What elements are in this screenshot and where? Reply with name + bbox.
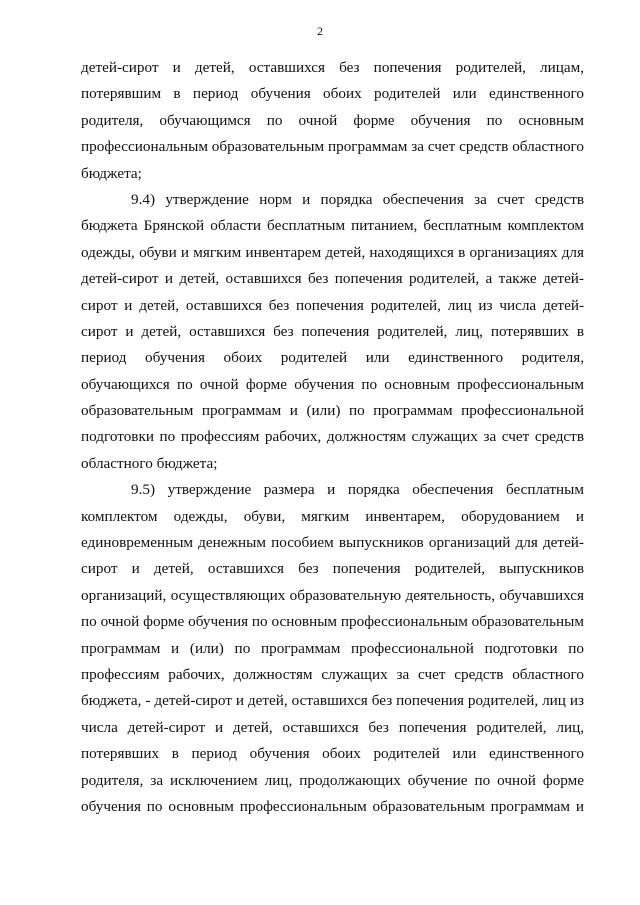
- page-number: 2: [317, 24, 323, 38]
- text-line: 9.4) утверждение норм и порядка обеспечения за счет средств: [131, 190, 584, 208]
- text-line: период обучения обоих родителей или единственного родителя,: [81, 349, 584, 367]
- text-line: сирот и детей, оставшихся без попечения родителей, лиц, потерявших в: [81, 322, 584, 340]
- text-line: подготовки по профессиям рабочих, должностям служащих за счет средств: [81, 428, 584, 446]
- text-line: по очной форме обучения по основным профессиональным образовательным: [81, 613, 584, 631]
- text-line: единовременным денежным пособием выпускников организаций для детей-: [81, 534, 584, 552]
- text-line: одежды, обуви и мягким инвентарем детей, находящихся в организациях для: [81, 243, 584, 261]
- text-line: детей-сирот и детей, оставшихся без попечения родителей, а также детей-: [81, 270, 584, 288]
- text-line: числа детей-сирот и детей, оставшихся без попечения родителей, лиц,: [81, 718, 584, 736]
- text-line: бюджета Брянской области бесплатным питанием, бесплатным комплектом: [81, 217, 584, 235]
- text-line: областного бюджета;: [81, 454, 218, 472]
- text-line: детей-сирот и детей, оставшихся без попечения родителей, лицам,: [81, 59, 584, 76]
- text-line: комплектом одежды, обуви, мягким инвентарем, оборудованием и: [81, 507, 584, 525]
- text-line: профессиям рабочих, должностям служащих за счет средств областного: [81, 665, 584, 683]
- text-line: потерявших в период обучения обоих родителей или единственного: [81, 745, 584, 763]
- text-line: профессиональным образовательным программам за счет средств областного: [81, 138, 584, 156]
- text-line: родителя, обучающимся по очной форме обучения по основным: [81, 111, 584, 129]
- text-line: бюджета, - детей-сирот и детей, оставшихся без попечения родителей, лиц из: [81, 692, 584, 710]
- text-line: образовательным программам и (или) по программам профессиональной: [81, 402, 584, 420]
- body-text: [81, 55, 584, 820]
- text-line: сирот и детей, оставшихся без попечения родителей, выпускников: [81, 560, 584, 578]
- text-line: программам и (или) по программам профессиональной подготовки по: [81, 639, 584, 657]
- text-line: 9.5) утверждение размера и порядка обеспечения бесплатным: [131, 481, 584, 499]
- text-line: бюджета;: [81, 164, 142, 182]
- text-line: родителя, за исключением лиц, продолжающих обучение по очной форме: [81, 771, 584, 789]
- text-line: потерявшим в период обучения обоих родителей или единственного: [81, 85, 584, 103]
- text-line: сирот и детей, оставшихся без попечения родителей, лиц из числа детей-: [81, 296, 584, 314]
- text-line: обучающихся по очной форме обучения по основным профессиональным: [81, 375, 584, 393]
- text-line: обучения по основным профессиональным образовательным программам и: [81, 797, 584, 815]
- text-line: организаций, осуществляющих образовательную деятельность, обучавшихся: [81, 586, 584, 604]
